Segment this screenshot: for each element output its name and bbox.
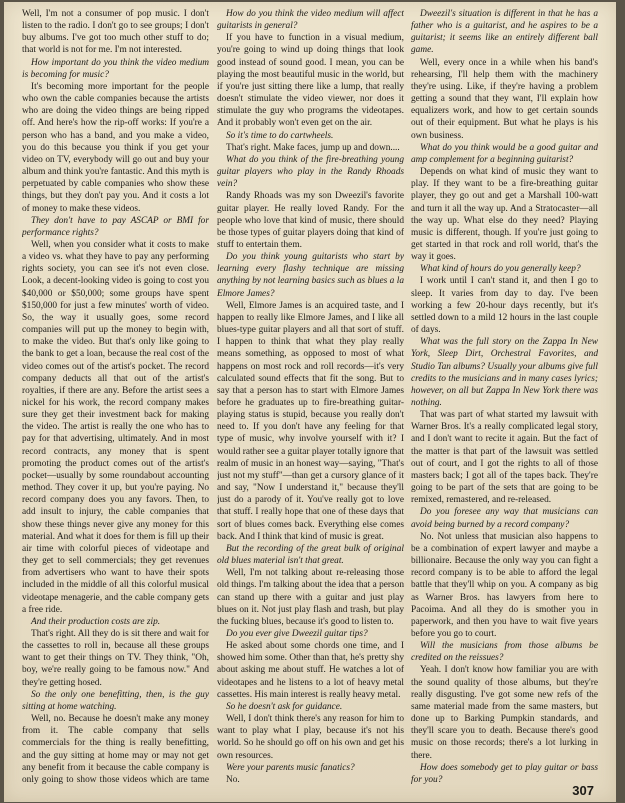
interview-answer: That was part of what started my lawsuit with Warner Bros. It's a really complicated legal story, and I don't want to recite it again. But the fact of the matter is that part of the lawsuit was settled out of court, and I got the rights to all of those masters back; I got all of the tapes back. They're going to be part of the sets that are going to be remixed, remastered, and re-released. [411,410,598,506]
interview-answer: If you have to function in a visual medium, you're going to wind up doing things that look good instead of sound good. I mean, you can be playing the most beautiful music in the world, but if you're just sitting there like a lump, that really doesn't stimulate the video viewer, nor does it stimulate the guy who programs the videotapes. And it probably won't even get on the air. [217,33,404,129]
interview-answer: Depends on what kind of music they want to play. If they want to be a fire-breathing guitar player, they go out and get a Marshall 100-watt and turn it all the way up. And a Stratocaster—all the way up. What else do they need? Playing music is different, though. If you're just going to get started in that rock and roll world, that's the way it goes. [411,167,598,263]
interview-question: Do you think young guitarists who start by learning every flashy technique are missing anything by not learning basics such as blues a la Elmore James? [217,252,404,299]
interview-answer: Yeah. I don't know how familiar you are with the sound quality of those albums, but they're really disgusting. I've got some new refs of the same material made from the same masters, but done up to Barking Pumpkin standards, and they'll scare you to death. Because there's good music on those records; there's a lot lurking in there. [411,665,598,761]
interview-question: So he doesn't ask for guidance. [226,701,343,712]
interview-answer: Well, when you consider what it costs to make a video vs. what they have to pay any performing rights society, you can see it's not even close. Look, a decent-looking video is going to cost you $40,000 or $50,000; some groups have spent $150,000 for just a few minutes' worth of video. So, the way it usually goes, some record companies will put up the money to begin with, to make the video. But that's only like going to the bank to get a loan, because the real cost of the video comes out of the artist's pocket. The record company deducts all that out of the artist's royalties, if there are any. Before the artist sees a nickel for his work, the record company makes sure they get their investment back for making the video. The artist is really the one who has to pay for that advertising, ultimately. And in most record contracts, any money that is spent promoting the product comes out of the artist's pocket—usually by some roundabout accounting method. They cover it up, but you're paying. No record company does you any favors. Then, to add insult to injury, the cable companies that show these things never give any money for this material. And what it does for them is fill up their air time with colorful pieces of videotape and they get to sell commercials; they get revenues from advertisers who want to have their spots included in the middle of all this colorful musical videotape menagerie, and the cable company gets a free ride. [22,239,209,615]
interview-answer: No. [226,774,240,784]
interview-answer: Well, I don't think there's any reason for him to want to play what I play, because it's not his world. So he should go off on his own and get his own resources. [217,714,404,761]
interview-question: What do you think of the fire-breathing young guitar players who play in the Randy Rhoads vein? [217,154,404,190]
interview-question: So the only one benefitting, then, is the guy sitting at home watching. [22,689,209,712]
magazine-page [4,2,616,802]
interview-question: How does somebody get to play guitar or bass for you? [411,762,598,784]
interview-question: But the recording of the great bulk of original old blues material isn't that great. [217,543,404,567]
interview-question: Will the musicians from those albums be credited on the reissues? [411,641,598,664]
text-column-3 [411,8,598,784]
interview-question: What do you think would be a good guitar and amp complement for a beginning guitarist? [411,142,598,165]
interview-answer: I work until I can't stand it, and then I go to sleep. It varies from day to day. I've been working a few 20-hour days recently, but it's settled down to a mild 12 hours in the last couple of days. [411,276,598,336]
interview-question: Do you ever give Dweezil guitar tips? [226,628,368,639]
interview-question: Dweezil's situation is different in that he has a father who is a guitarist, and he aspires to be a guitarist; it seems like an entirely different ball game. [411,9,598,56]
interview-question: How do you think the video medium will affect guitarists in general? [217,9,404,32]
interview-question: They don't have to pay ASCAP or BMI for performance rights? [22,215,209,238]
interview-question: So it's time to do cartwheels. [226,130,334,141]
page-number: 307 [572,783,594,798]
interview-answer: Well, I'm not talking about re-releasing those old things. I'm talking about the idea that a person can stand up there with a guitar and just play blues on it. Not just play flash and trash, but play the fucking blues, because it's good to listen to. [217,568,404,627]
interview-question: Do you foresee any way that musicians can avoid being burned by a record company? [411,507,598,530]
interview-question: How important do you think the video medium is becoming for music? [22,57,209,80]
interview-answer: That's right. All they do is sit there and wait for the cassettes to roll in, because all these groups want to get their things on TV. They think, "Oh, boy, we're really going to be famous now." And they're getting hosed. [22,628,209,688]
interview-answer: Well, I'm not a consumer of pop music. I don't listen to the radio. I don't go to see groups; I don't buy albums. I've got too much other stuff to do; that world is not for me. I'm not interested. [22,9,209,56]
interview-answer: He asked about some chords one time, and I showed him some. Other than that, he's pretty shy about asking me about stuff. He watches a lot of videotapes and he listens to a lot of heavy metal cassettes. His main interest is really heavy metal. [217,641,404,700]
text-column-1 [22,8,209,784]
interview-answer: That's right. Make faces, jump up and down.... [226,142,400,153]
interview-answer: Well, Elmore James is an acquired taste, and I happen to really like Elmore James, and I like all blues-type guitar players and all that sort of stuff. I happen to think that what they play really means something, as opposed to most of what happens on most rock and roll records—it's very calculated sound effects that fit the song. But to say that a person has to start with Elmore James before he graduates up to fire-breathing guitar-playing status is stupid, because you really don't need to. If you don't have any feeling for that type of music, why involve yourself with it? I would rather see a guitar player totally ignore that realm of music in an honest way—saying, "That's just not my stuff"—than get a cursory glance of it and say, "Now I understand it," because they'll just do a parody of it. You've really got to love that stuff. I really hope that one of these days that sort of blues comes back. Everything else comes back. And I think that kind of music is great. [217,300,404,542]
interview-question: Were your parents music fanatics? [226,762,355,773]
interview-question: And their production costs are zip. [31,616,161,627]
interview-answer: Well, every once in a while when his band's rehearsing, I'll help them with the machinery they're using. Like, if they're having a problem getting a sound that they want, I'll explain how equalizers work, and how to get certain sounds out of their equipment. But what he plays is his own business. [411,57,598,141]
text-column-2 [217,8,404,784]
interview-question: What was the full story on the Zappa In New York, Sleep Dirt, Orchestral Favorites, and Studio Tan albums? Usually your albums give full credits to the musicians and in many cases lyrics; however, on all but Zappa In New York there was nothing. [411,337,598,408]
interview-question: What kind of hours do you generally keep? [420,264,581,275]
interview-answer: No. Not unless that musician also happens to be a combination of expert lawyer and maybe a billionaire. Because the only way you can fight a record company is to be able to afford the legal battle that they'll whip on you. A company as big as Warner Bros. has lawyers from here to Pacoima. And all they do is smother you in paperwork, and then you have to wait five years before you go to court. [411,531,598,639]
interview-answer: It's becoming more important for the people who own the cable companies because the artists who are doing the video things are being ripped off. And here's how the rip-off works: If you're a person who has a band, and you make a video, you do this because you think if you get your video on TV, everybody will go out and buy your album and think you're fantastic. And this myth is perpetuated by cable companies who show these things, but they don't pay you. And it costs a lot of money to make these videos. [22,81,209,214]
interview-answer: Randy Rhoads was my son Dweezil's favorite guitar player. He really loved Randy. For the people who love that kind of music, there should be those types of guitar players doing that kind of stuff to entertain them. [217,191,404,250]
interview-answer: Well, no. Because he doesn't make any money from it. The cable company that sells commercials for the thing is really benefitting, and the guy sitting at home may or may not get any benefit from it because the cable company is only going to show those videos which are tame [22,714,209,784]
